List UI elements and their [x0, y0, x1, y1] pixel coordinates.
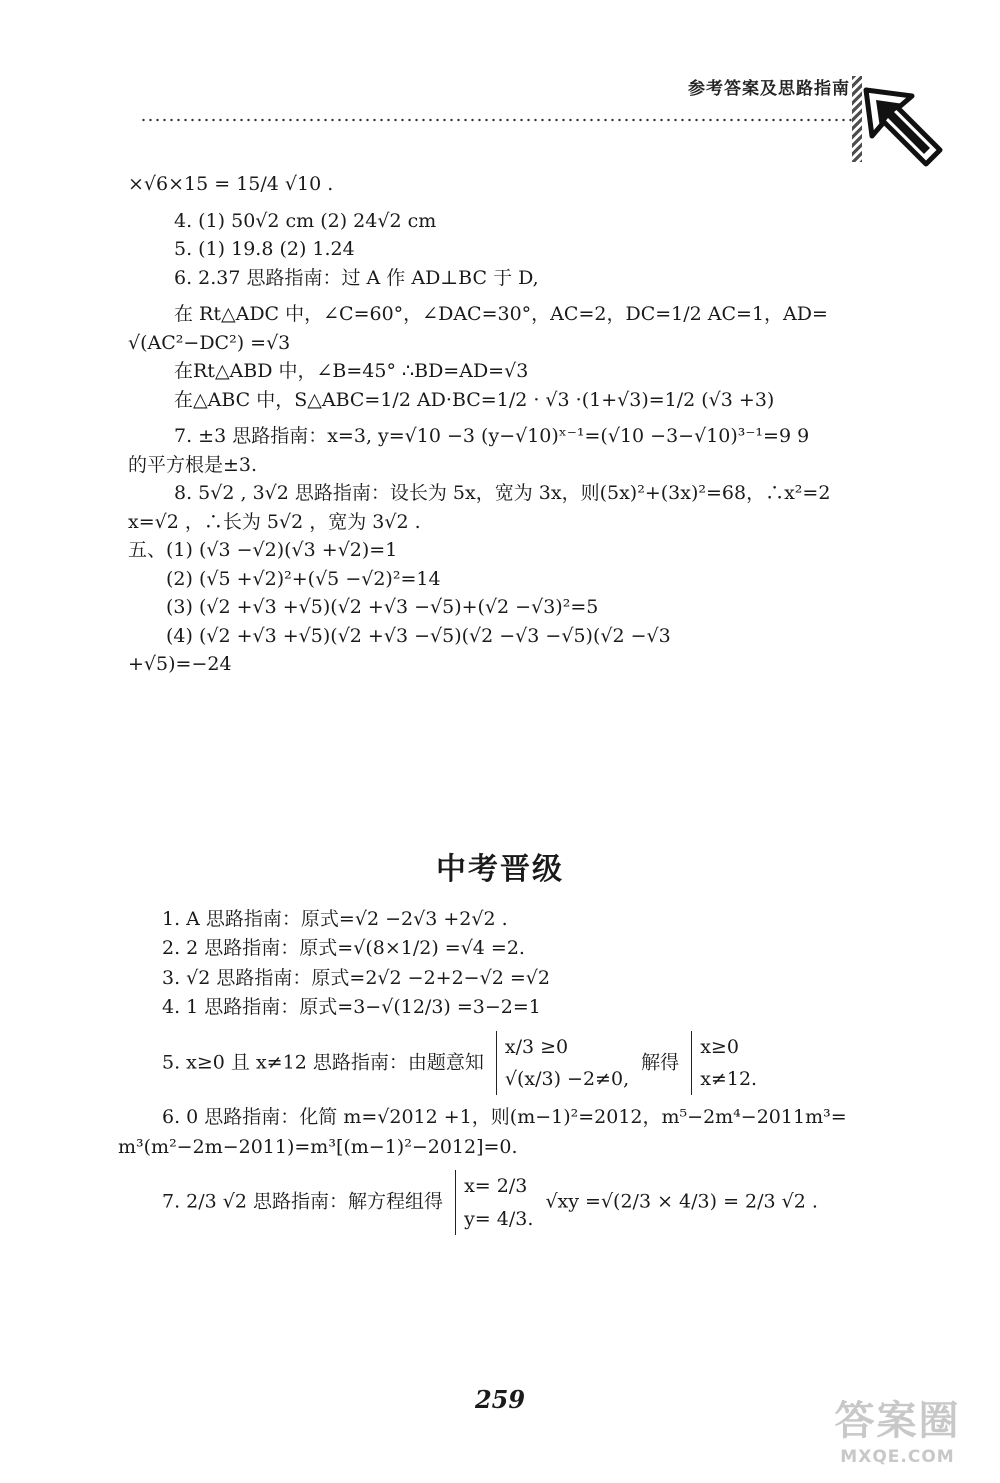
page-number: 259	[474, 1385, 526, 1414]
watermark-url: MXQE.COM	[840, 1447, 955, 1467]
q5-condition: √(x/3) −2≠0,	[504, 1068, 630, 1091]
exam-line: 6. 0 思路指南：化简 m=√2012 +1，则(m−1)²=2012，m⁵−2m⁴−2011m³=	[162, 1106, 847, 1129]
answer-line: (3) (√2 +√3 +√5)(√2 +√3 −√5)+(√2 −√3)²=5	[166, 596, 599, 618]
answer-line: 在 Rt△ADC 中，∠C=60°，∠DAC=30°，AC=2，DC=1/2 AC=1，AD=	[174, 303, 828, 325]
q5-result-system	[691, 1031, 757, 1096]
header-dotted-rule	[140, 118, 852, 122]
answer-line: 7. ±3 思路指南：x=3, y=√10 −3 (y−√10)ˣ⁻¹=(√10 −3−√10)³⁻¹=9 9	[174, 425, 810, 447]
exam-line: m³(m²−2m−2011)=m³[(m−1)²−2012]=0.	[118, 1135, 518, 1158]
answer-line: 8. 5√2 , 3√2 思路指南：设长为 5x，宽为 3x，则(5x)²+(3x)²=68，∴x²=2	[174, 482, 831, 504]
watermark-logo: 答案圈	[834, 1398, 961, 1444]
answer-line: (2) (√5 +√2)²+(√5 −√2)²=14	[166, 567, 441, 590]
q5-condition: x/3 ≥0	[504, 1035, 569, 1058]
answer-line: 4. (1) 50√2 cm (2) 24√2 cm	[174, 209, 437, 232]
q7-solution: y= 4/3.	[464, 1207, 534, 1230]
exam-line: 4. 1 思路指南：原式=3−√(12/3) =3−2=1	[162, 996, 541, 1019]
q7-solution: x= 2/3	[464, 1175, 528, 1198]
exam-line: 3. √2 思路指南：原式=2√2 −2+2−√2 =√2	[162, 966, 550, 989]
arrow-icon	[862, 86, 944, 168]
q5-condition-system	[496, 1031, 629, 1096]
exam-line-q5	[118, 1031, 958, 1096]
header-zigzag-border	[852, 76, 862, 162]
q5-lead: 5. x≥0 且 x≠12 思路指南：由题意知	[162, 1051, 484, 1074]
answer-line: (4) (√2 +√3 +√5)(√2 +√3 −√5)(√2 −√3 −√5)(√2 −√3	[166, 624, 671, 647]
answer-line: 的平方根是±3.	[128, 453, 258, 476]
exam-line: 1. A 思路指南：原式=√2 −2√3 +2√2 .	[162, 908, 508, 930]
exam-line-q7	[118, 1170, 958, 1235]
answer-line: 6. 2.37 思路指南：过 A 作 AD⊥BC 于 D,	[174, 266, 539, 289]
answer-line: 在△ABC 中，S△ABC=1/2 AD·BC=1/2 · √3 ·(1+√3)=1/2 (√3 +3)	[174, 388, 775, 411]
answer-line: x=√2 ，∴长为 5√2 ，宽为 3√2 .	[128, 510, 421, 533]
q5-mid: 解得	[641, 1051, 680, 1074]
header-title: 参考答案及思路指南	[688, 79, 850, 99]
answer-line: 五、(1) (√3 −√2)(√3 +√2)=1	[128, 539, 398, 561]
watermark	[800, 1395, 995, 1480]
exam-line: 2. 2 思路指南：原式=√(8×1/2) =√4 =2.	[162, 937, 525, 960]
answer-section	[128, 170, 948, 679]
answer-line: 5. (1) 19.8 (2) 1.24	[174, 238, 355, 260]
answer-line: √(AC²−DC²) =√3	[128, 331, 291, 354]
answer-line: ×√6×15 = 15/4 √10 .	[128, 173, 334, 195]
q7-tail: √xy =√(2/3 × 4/3) = 2/3 √2 .	[545, 1190, 818, 1213]
q7-solution-system	[455, 1170, 533, 1235]
q5-result: x≠12.	[700, 1068, 758, 1091]
answer-line: 在Rt△ABD 中，∠B=45° ∴BD=AD=√3	[174, 360, 529, 382]
q5-result: x≥0	[700, 1035, 739, 1058]
q7-lead: 7. 2/3 √2 思路指南：解方程组得	[162, 1190, 444, 1213]
exam-section	[118, 905, 958, 1235]
answer-line: +√5)=−24	[128, 653, 232, 675]
section-title: 中考晋级	[436, 852, 564, 887]
